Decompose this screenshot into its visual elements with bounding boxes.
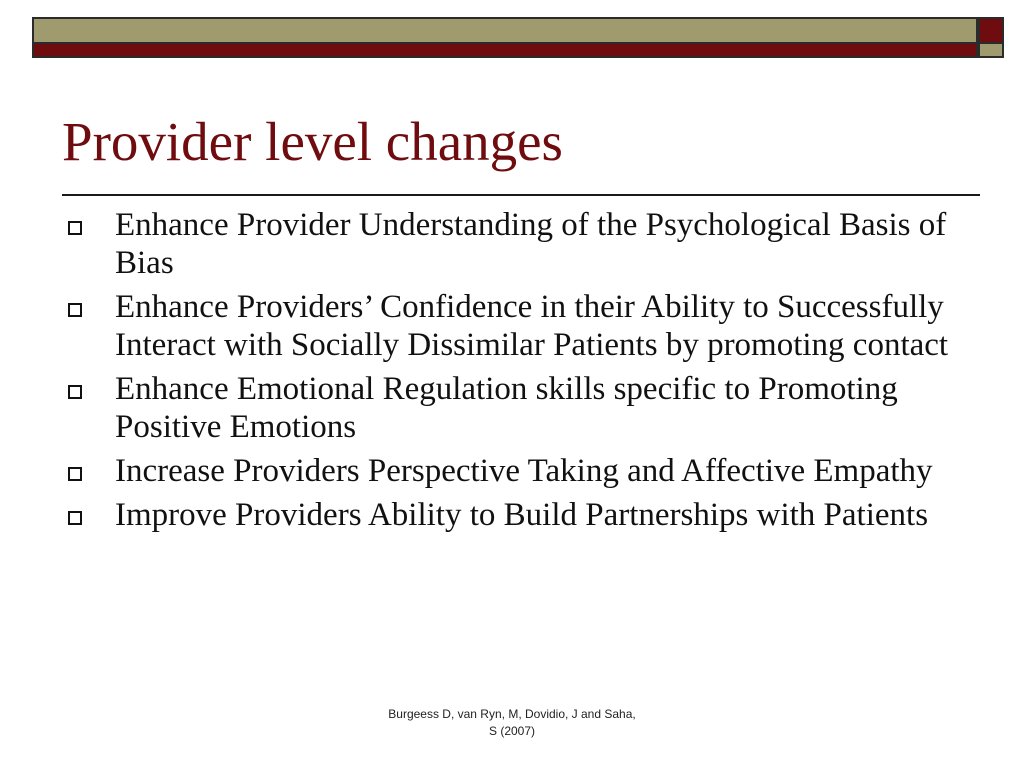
header-band-olive xyxy=(32,17,978,42)
bullet-text: Enhance Provider Understanding of the Psychological Basis of Bias xyxy=(115,207,947,281)
bullet-item xyxy=(62,496,967,534)
corner-square-olive xyxy=(978,42,1004,58)
slide-title: Provider level changes xyxy=(62,111,563,172)
hollow-square-icon xyxy=(68,303,82,317)
bullet-text: Improve Providers Ability to Build Partnerships with Patients xyxy=(115,497,929,533)
title-divider xyxy=(62,194,980,196)
citation-line-2: S (2007) xyxy=(488,724,536,738)
bullet-list xyxy=(62,206,967,540)
bullet-item xyxy=(62,452,967,490)
bullet-item xyxy=(62,206,967,282)
header-band-maroon xyxy=(32,42,978,58)
corner-square-maroon xyxy=(978,17,1004,42)
bullet-text: Enhance Providers’ Confidence in their Ability to Successfully Interact with Socially Dissimilar Patients by promoting contact xyxy=(115,289,949,363)
hollow-square-icon xyxy=(68,221,82,235)
bullet-text: Increase Providers Perspective Taking and Affective Empathy xyxy=(115,453,933,489)
hollow-square-icon xyxy=(68,467,82,481)
bullet-text: Enhance Emotional Regulation skills specific to Promoting Positive Emotions xyxy=(115,371,898,445)
bullet-item xyxy=(62,370,967,446)
citation-line-1: Burgeess D, van Ryn, M, Dovidio, J and Saha, xyxy=(388,707,636,721)
citation-footer xyxy=(352,706,672,740)
hollow-square-icon xyxy=(68,511,82,525)
bullet-item xyxy=(62,288,967,364)
hollow-square-icon xyxy=(68,385,82,399)
